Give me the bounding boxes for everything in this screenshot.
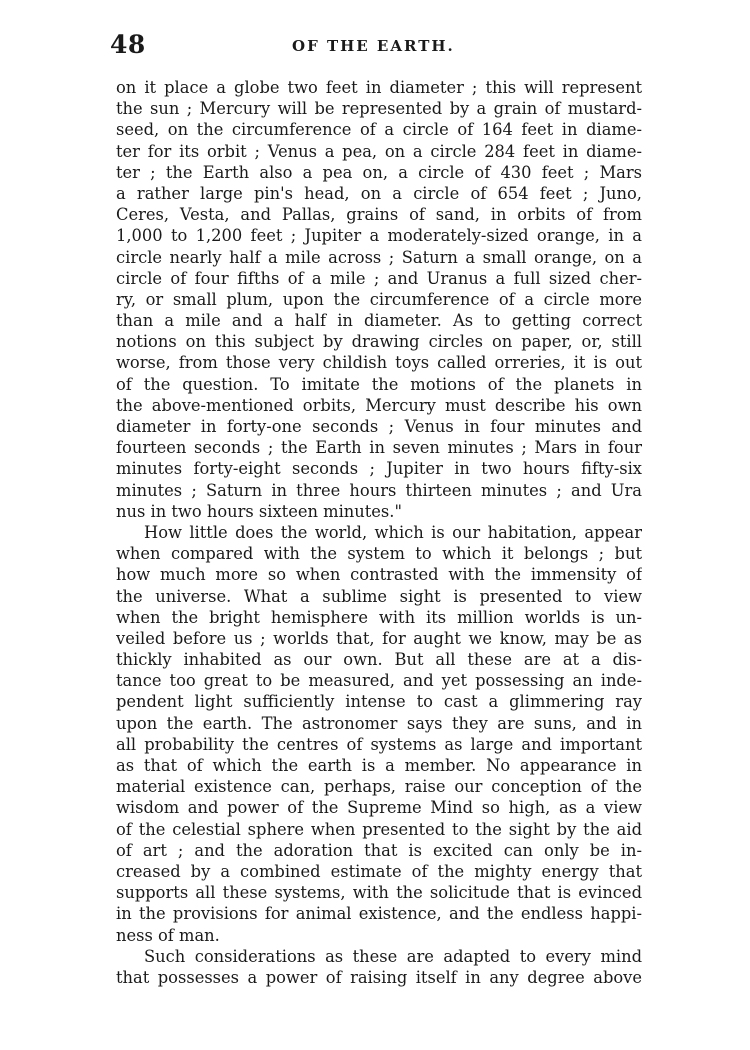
text-line: diameter in forty-one seconds ; Venus in four minutes and [116, 417, 642, 436]
text-line: supports all these systems, with the solicitude that is evinced [116, 883, 642, 903]
text-line: pendent light sufficiently intense to cast a glimmering ray [116, 692, 642, 712]
text-line: wisdom and power of the Supreme Mind so high, as a view [116, 798, 642, 818]
text-line: how much more so when contrasted with the immensity of [116, 565, 642, 585]
text-line: worse, from those very childish toys called orreries, it is out [116, 353, 642, 373]
text-line: the above-mentioned orbits, Mercury must describe his own [116, 395, 642, 415]
text-line: that possesses a power of raising itself in any degree above [116, 967, 642, 987]
text-line: seed, on the circumference of a circle of 164 feet in diame- [116, 120, 642, 140]
text-line: material existence can, perhaps, raise our conception of the [116, 777, 642, 797]
text-line: as that of which the earth is a member. No appearance in [116, 756, 642, 775]
text-line: in the provisions for animal existence, and the endless happi- [116, 904, 642, 924]
text-line: minutes ; Saturn in three hours thirteen minutes ; and Ura [116, 480, 642, 500]
text-line: How little does the world, which is our habitation, appear [144, 522, 642, 542]
text-line: circle nearly half a mile across ; Saturn a small orange, on a [116, 247, 642, 267]
text-line: upon the earth. The astronomer says they are suns, and in [116, 713, 642, 733]
text-line: the universe. What a sublime sight is presented to view [116, 586, 642, 606]
running-head: OF THE EARTH. [292, 37, 455, 55]
text-line: fourteen seconds ; the Earth in seven minutes ; Mars in four [116, 438, 642, 458]
text-line: on it place a globe two feet in diameter ; this will represent [116, 78, 642, 97]
text-line: when compared with the system to which it belongs ; but [116, 544, 642, 564]
text-line: when the bright hemisphere with its million worlds is un- [116, 607, 642, 627]
text-line: Such considerations as these are adapted to every mind [144, 946, 642, 966]
paragraph [116, 522, 642, 946]
page-header [110, 30, 645, 64]
text-line: Ceres, Vesta, and Pallas, grains of sand, in orbits of from [116, 205, 642, 225]
text-line: 1,000 to 1,200 feet ; Jupiter a moderately-sized orange, in a [116, 226, 642, 246]
page-number: 48 [110, 30, 146, 59]
text-line: creased by a combined estimate of the mighty energy that [116, 861, 642, 881]
text-line: of art ; and the adoration that is excited can only be in- [116, 840, 642, 860]
text-line: thickly inhabited as our own. But all these are at a dis- [116, 650, 642, 670]
body-text [116, 77, 642, 988]
text-line: circle of four fifths of a mile ; and Uranus a full sized cher- [116, 268, 642, 288]
text-line: than a mile and a half in diameter. As to getting correct [116, 311, 642, 331]
paragraph [116, 77, 642, 522]
text-line: notions on this subject by drawing circles on paper, or, still [116, 332, 642, 352]
text-line: all probability the centres of systems as large and important [116, 734, 642, 754]
text-line: veiled before us ; worlds that, for aught we know, may be as [116, 628, 642, 648]
text-line: a rather large pin's head, on a circle of 654 feet ; Juno, [116, 183, 642, 203]
text-line: nus in two hours sixteen minutes." [116, 501, 402, 521]
text-line: ry, or small plum, upon the circumference of a circle more [116, 289, 642, 309]
text-line: ter ; the Earth also a pea on, a circle of 430 feet ; Mars [116, 162, 642, 182]
text-line: ter for its orbit ; Venus a pea, on a circle 284 feet in diame- [116, 141, 642, 161]
text-line: of the celestial sphere when presented to the sight by the aid [116, 819, 642, 839]
text-line: the sun ; Mercury will be represented by a grain of mustard- [116, 99, 642, 119]
text-line: ness of man. [116, 925, 220, 945]
text-line: tance too great to be measured, and yet possessing an inde- [116, 671, 642, 691]
text-line: minutes forty-eight seconds ; Jupiter in two hours fifty-six [116, 459, 642, 479]
paragraph [116, 946, 642, 988]
text-line: of the question. To imitate the motions of the planets in [116, 374, 642, 394]
